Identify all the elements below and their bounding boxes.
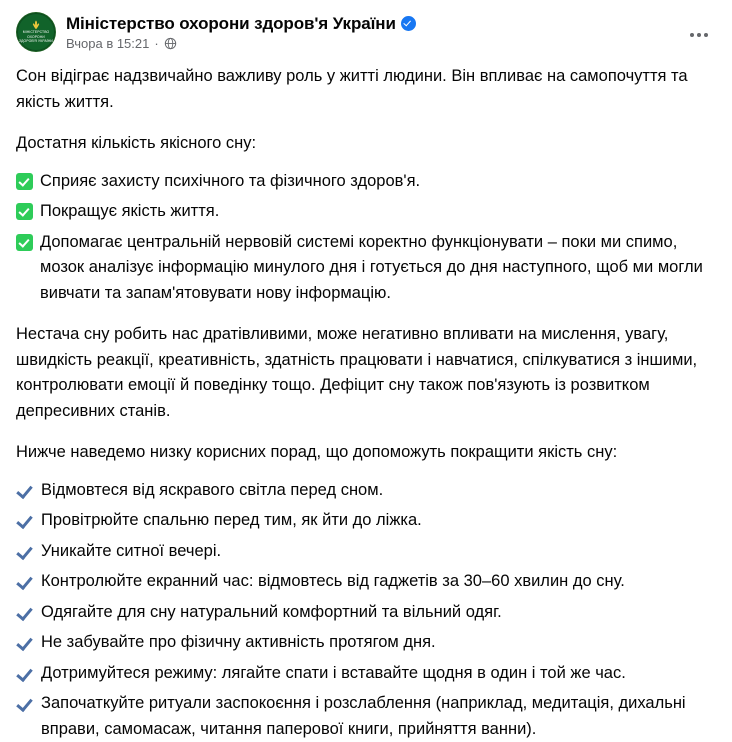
list-item [16,539,716,569]
page-name[interactable]: Міністерство охорони здоров'я України [66,13,396,34]
list-item [16,478,716,508]
list-item-label: Започаткуйте ритуали заспокоєння і розслаблення (наприклад, медитація, дихальні вправи, самомасаж, читання паперової книги, прийняття ванни). [41,691,716,742]
check-mark-green-icon [16,199,33,229]
check-mark-blue-icon [16,539,34,569]
list-item-label: Покращує якість життя. [40,199,716,225]
list-item [16,630,716,660]
list-item [16,691,716,742]
post-paragraph-intro: Сон відіграє надзвичайно важливу роль у житті людини. Він впливає на самопочуття та якість життя. [16,64,716,115]
post-paragraph-tips-heading: Нижче наведемо низку корисних порад, що допоможуть покращити якість сну: [16,440,716,466]
list-item-label: Провітрюйте спальню перед тим, як йти до ліжка. [41,508,716,534]
ministry-emblem-icon [32,20,40,29]
list-item-label: Відмовтеся від яскравого світла перед сном. [41,478,716,504]
post-meta [66,35,416,52]
dot [704,33,708,37]
page-name-row [66,13,416,34]
list-item [16,169,716,199]
list-item [16,661,716,691]
check-mark-green-icon [16,230,33,260]
post-header-text [66,12,416,52]
avatar-label: МІНІСТЕРСТВО ОХОРОНИ ЗДОРОВ'Я УКРАЇНИ [19,30,53,43]
list-item-label: Сприяє захисту психічного та фізичного здоров'я. [40,169,716,195]
check-mark-blue-icon [16,508,34,538]
avatar-inner [17,13,55,51]
check-mark-green-icon [16,169,33,199]
avatar[interactable] [16,12,56,52]
post-header [16,12,716,58]
meta-separator: · [154,35,158,52]
list-item-label: Дотримуйтеся режиму: лягайте спати і вставайте щодня в один і той же час. [41,661,716,687]
verified-badge-icon [401,16,416,31]
list-item-label: Одягайте для сну натуральний комфортний та вільний одяг. [41,600,716,626]
list-item [16,230,716,307]
list-item [16,569,716,599]
check-mark-blue-icon [16,478,34,508]
check-mark-blue-icon [16,661,34,691]
check-mark-blue-icon [16,569,34,599]
post-body [16,58,716,742]
post-paragraph-deficit: Нестача сну робить нас дратівливими, може негативно впливати на мислення, увагу, швидкість реакції, креативність, здатність працювати і навчатися, спілкуватися з іншими, контролювати емоції й поведінку тощо. Дефіцит сну також пов'язують із розвитком депресивних станів. [16,322,716,424]
list-item-label: Не забувайте про фізичну активність протягом дня. [41,630,716,656]
check-mark-blue-icon [16,630,34,660]
benefits-list [16,169,716,307]
more-options-icon[interactable] [682,18,716,52]
list-item [16,600,716,630]
check-mark-blue-icon [16,600,34,630]
post-paragraph-benefits-heading: Достатня кількість якісного сну: [16,131,716,157]
dot [690,33,694,37]
tips-list [16,478,716,742]
list-item [16,199,716,229]
globe-icon[interactable] [164,37,177,50]
check-mark-blue-icon [16,691,34,721]
list-item [16,508,716,538]
list-item-label: Контролюйте екранний час: відмовтесь від гаджетів за 30–60 хвилин до сну. [41,569,716,595]
dot [697,33,701,37]
post-timestamp[interactable]: Вчора в 15:21 [66,35,149,52]
list-item-label: Уникайте ситної вечері. [41,539,716,565]
list-item-label: Допомагає центральній нервовій системі коректно функціонувати – поки ми спимо, мозок аналізує інформацію минулого дня і готується до дня наступного, щоб ми могли вивчати та запам'ятовувати нову інформацію. [40,230,716,307]
